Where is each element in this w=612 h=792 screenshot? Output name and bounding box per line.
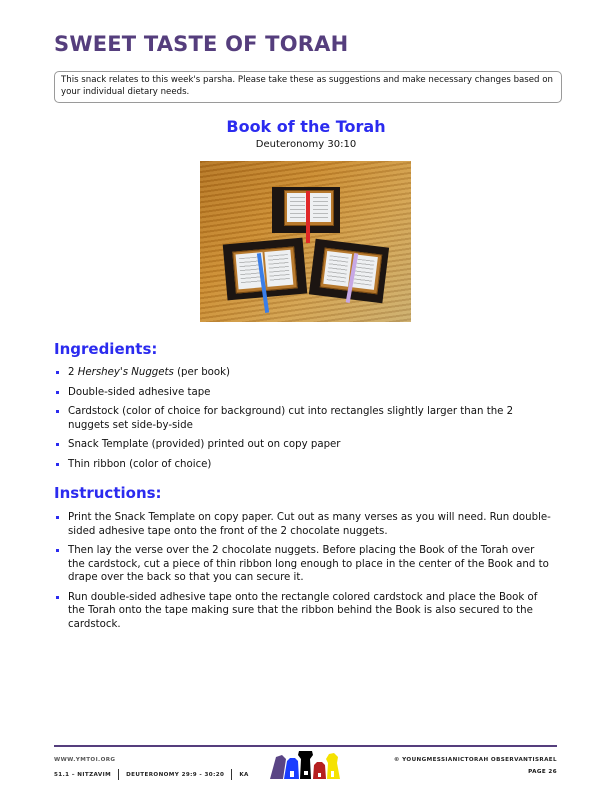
page-number: PAGE 26: [528, 769, 557, 775]
scripture-reference: Deuteronomy 30:10: [255, 139, 357, 150]
instructions-heading: Instructions:: [54, 484, 162, 502]
red-ribbon: [306, 191, 310, 243]
bullet-icon: [56, 549, 59, 552]
page-title: SWEET TASTE OF TORAH: [54, 32, 349, 56]
footer-divider: [54, 745, 557, 747]
notice-box: [54, 71, 562, 103]
ingredient-item: Thin ribbon (color of choice): [54, 458, 554, 472]
ingredient-item: Snack Template (provided) printed out on copy paper: [54, 438, 554, 452]
footer-portion-info: [54, 769, 249, 780]
footer-copyright: © YOUNGMESSIANICTORAH OBSERVANTISRAEL: [393, 757, 557, 763]
bullet-icon: [56, 391, 59, 394]
bullet-icon: [56, 463, 59, 466]
snack-title: Book of the Torah: [226, 117, 386, 136]
footer-level: KA: [239, 771, 249, 778]
bullet-icon: [56, 596, 59, 599]
bullet-icon: [56, 410, 59, 413]
instruction-step: Run double-sided adhesive tape onto the rectangle colored cardstock and place the Book of the Torah onto the tape making sure that the ribbon behind the Book is also secured to the cardstock.: [54, 591, 554, 632]
bullet-icon: [56, 516, 59, 519]
instruction-step: Then lay the verse over the 2 chocolate nuggets. Before placing the Book of the Torah over the cardstock, cut a piece of thin ribbon long enough to place in the center of the Book and to drape over the back so that you can secure it.: [54, 544, 554, 585]
bullet-icon: [56, 371, 59, 374]
ingredient-item: Double-sided adhesive tape: [54, 386, 554, 400]
ingredients-heading: Ingredients:: [54, 340, 158, 358]
ingredients-list: [54, 366, 554, 477]
ymtoi-logo-icon: [268, 749, 344, 781]
footer-website-link[interactable]: WWW.YMTOI.ORG: [54, 757, 116, 763]
instructions-list: [54, 511, 554, 637]
footer-separator: [231, 769, 232, 780]
ingredient-item: Cardstock (color of choice for background) cut into rectangles slightly larger than the 2 nuggets set side-by-side: [54, 405, 554, 432]
footer-passage: DEUTERONOMY 29:9 - 30:20: [126, 771, 225, 778]
ingredient-item: 2 Hershey's Nuggets (per book): [54, 366, 554, 380]
notice-text: This snack relates to this week's parsha. Please take these as suggestions and make necessary changes based on your individual dietary needs.: [61, 75, 553, 97]
footer-separator: [118, 769, 119, 780]
bullet-icon: [56, 443, 59, 446]
snack-photo: [200, 161, 411, 322]
instruction-step: Print the Snack Template on copy paper. Cut out as many verses as you will need. Run double-sided adhesive tape onto the front of the 2 chocolate nuggets.: [54, 511, 554, 538]
footer-portion: 51.1 – NITZAVIM: [54, 771, 112, 778]
